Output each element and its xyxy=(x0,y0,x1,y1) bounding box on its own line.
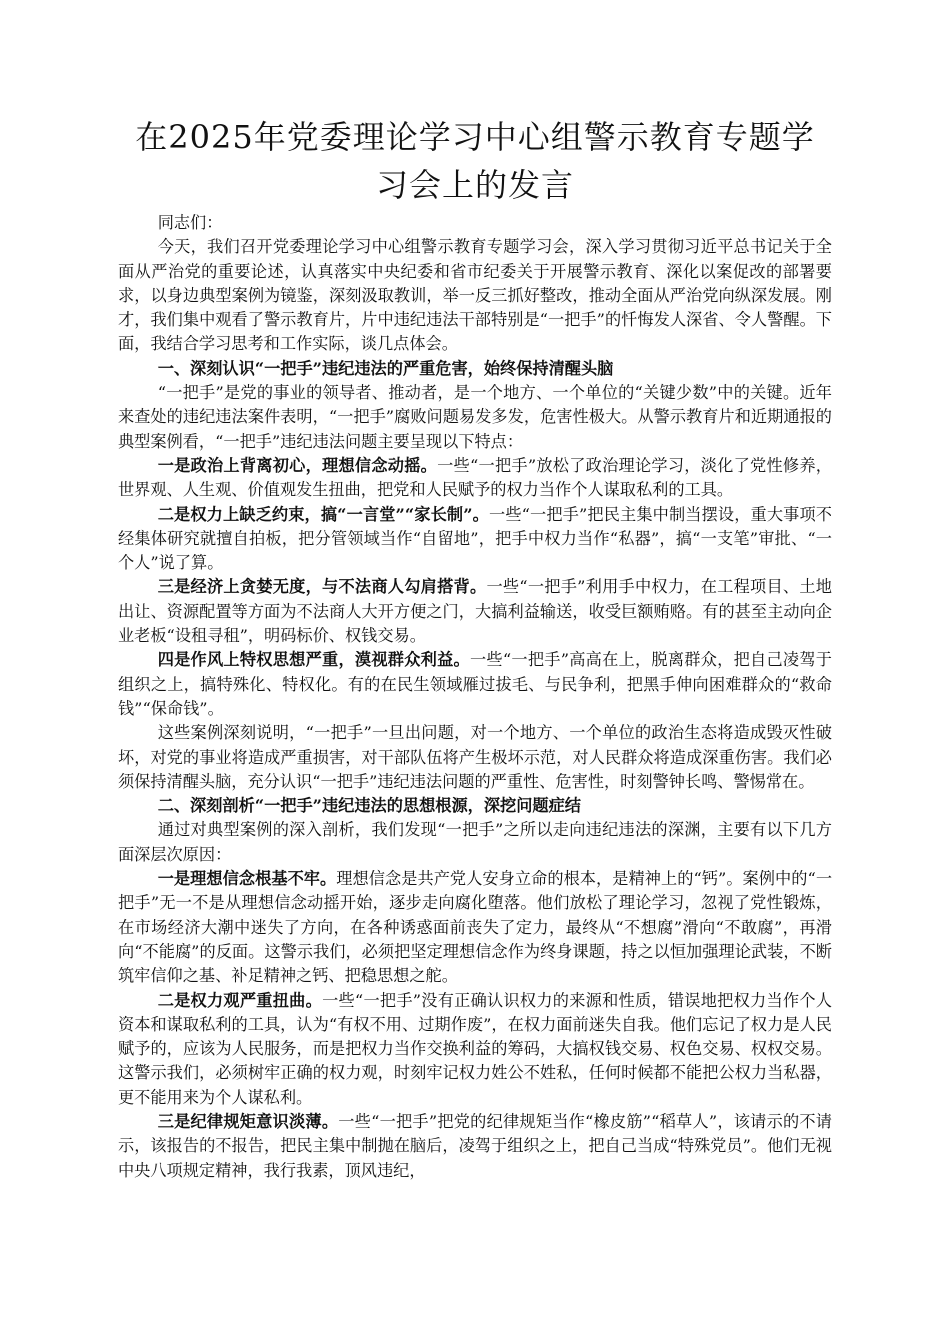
section-1-conclusion: 这些案例深刻说明，“一把手”一旦出问题，对一个地方、一个单位的政治生态将造成毁灭性破坏，对党的事业将造成严重损害，对干部队伍将产生极坏示范，对人民群众将造成深重伤害。我们必须保持清醒头脑，充分认识“一把手”违纪违法问题的严重性、危害性，时刻警钟长鸣、警惕常在。 xyxy=(118,723,832,791)
title-line-2: 习会上的发言 xyxy=(375,166,574,204)
section-2-point-2 xyxy=(118,989,832,1110)
point-text: 一些“一把手”放松了政治理论学习，淡化了党性修养，世界观、人生观、价值观发生扭曲，把党和人民赋予的权力当作个人谋取私利的工具。 xyxy=(118,455,832,500)
point-lead: 三是经济上贪婪无度，与不法商人勾肩搭背。 xyxy=(157,577,487,597)
point-text: 理想信念是共产党人安身立命的根本，是精神上的“钙”。案例中的“一把手”无一不是从理想信念动摇开始，逐步走向腐化堕落。他们放松了理论学习，忽视了党性锻炼，在市场经济大潮中迷失了方向，在各种诱惑面前丧失了定力，最终从“不想腐”滑向“不敢腐”，再滑向“不能腐”的反面。这警示我们，必须把坚定理想信念作为终身课题，持之以恒加强理论武装，不断筑牢信仰之基、补足精神之钙、把稳思想之舵。 xyxy=(118,869,833,986)
point-text: 一些“一把手”利用手中权力，在工程项目、土地出让、资源配置等方面为不法商人大开方便之门，大搞利益输送，收受巨额贿赂。有的甚至主动向企业老板“设租寻租”，明码标价、权钱交易。 xyxy=(118,577,832,646)
section-1-point-2 xyxy=(118,503,832,576)
document-body xyxy=(118,211,832,1183)
document-title xyxy=(118,0,832,209)
point-lead: 二是权力观严重扭曲。 xyxy=(157,990,323,1010)
point-lead: 一是理想信念根基不牢。 xyxy=(157,869,337,889)
point-lead: 三是纪律规矩意识淡薄。 xyxy=(157,1111,339,1131)
title-line-1: 在2025年党委理论学习中心组警示教育专题学 xyxy=(135,118,815,156)
section-1-point-3 xyxy=(118,575,832,648)
section-1-point-4 xyxy=(118,648,832,721)
section-1-point-1 xyxy=(118,454,832,503)
point-text: 一些“一把手”把党的纪律规矩当作“橡皮筋”“稻草人”，该请示的不请示，该报告的不报告，把民主集中制抛在脑后，凌驾于组织之上，把自己当成“特殊党员”。他们无视中央八项规定精神，我行我素，顶风违纪， xyxy=(118,1111,832,1180)
section-2-point-1 xyxy=(118,867,832,988)
point-text: 一些“一把手”高高在上，脱离群众，把自己凌驾于组织之上，搞特殊化、特权化。有的在民生领域雁过拔毛、与民争利，把黑手伸向困难群众的“救命钱”“保命钱”。 xyxy=(118,650,832,718)
intro-paragraph: 今天，我们召开党委理论学习中心组警示教育专题学习会，深入学习贯彻习近平总书记关于全面从严治党的重要论述，认真落实中央纪委和省市纪委关于开展警示教育、深化以案促改的部署要求，以身边典型案例为镜鉴，深刻汲取教训，举一反三抓好整改，推动全面从严治党向纵深发展。刚才，我们集中观看了警示教育片，片中违纪违法干部特别是“一把手”的忏悔发人深省、令人警醒。下面，我结合学习思考和工作实际，谈几点体会。 xyxy=(118,237,832,354)
point-text: 一些“一把手”把民主集中制当摆设，重大事项不经集体研究就擅自拍板，把分管领域当作“自留地”，把手中权力当作“私器”，搞“一支笔”审批、“一个人”说了算。 xyxy=(118,504,832,573)
point-lead: 二是权力上缺乏约束，搞“一言堂”“家长制”。 xyxy=(157,504,489,524)
point-text: 一些“一把手”没有正确认识权力的来源和性质，错误地把权力当作个人资本和谋取私利的工具，认为“有权不用、过期作废”，在权力面前迷失自我。他们忘记了权力是人民赋予的，应该为人民服务，而是把权力当作交换利益的筹码，大搞权钱交易、权色交易、权权交易。这警示我们，必须树牢正确的权力观，时刻牢记权力姓公不姓私，任何时候都不能把公权力当私器，更不能用来为个人谋私利。 xyxy=(118,990,832,1107)
section-2-intro: 通过对典型案例的深入剖析，我们发现“一把手”之所以走向违纪违法的深渊，主要有以下几方面深层次原因： xyxy=(118,820,832,864)
point-lead: 四是作风上特权思想严重，漠视群众利益。 xyxy=(157,650,470,670)
section-1-intro: “一把手”是党的事业的领导者、推动者，是一个地方、一个单位的“关键少数”中的关键。近年来查处的违纪违法案件表明，“一把手”腐败问题易发多发，危害性极大。从警示教育片和近期通报的典型案例看，“一把手”违纪违法问题主要呈现以下特点： xyxy=(118,383,832,451)
point-lead: 一是政治上背离初心，理想信念动摇。 xyxy=(157,455,438,475)
salutation: 同志们： xyxy=(157,213,223,232)
section-2-heading: 二、深刻剖析“一把手”违纪违法的思想根源，深挖问题症结 xyxy=(157,796,581,816)
section-2-point-3 xyxy=(118,1110,832,1183)
section-1-heading: 一、深刻认识“一把手”违纪违法的严重危害，始终保持清醒头脑 xyxy=(157,358,614,378)
